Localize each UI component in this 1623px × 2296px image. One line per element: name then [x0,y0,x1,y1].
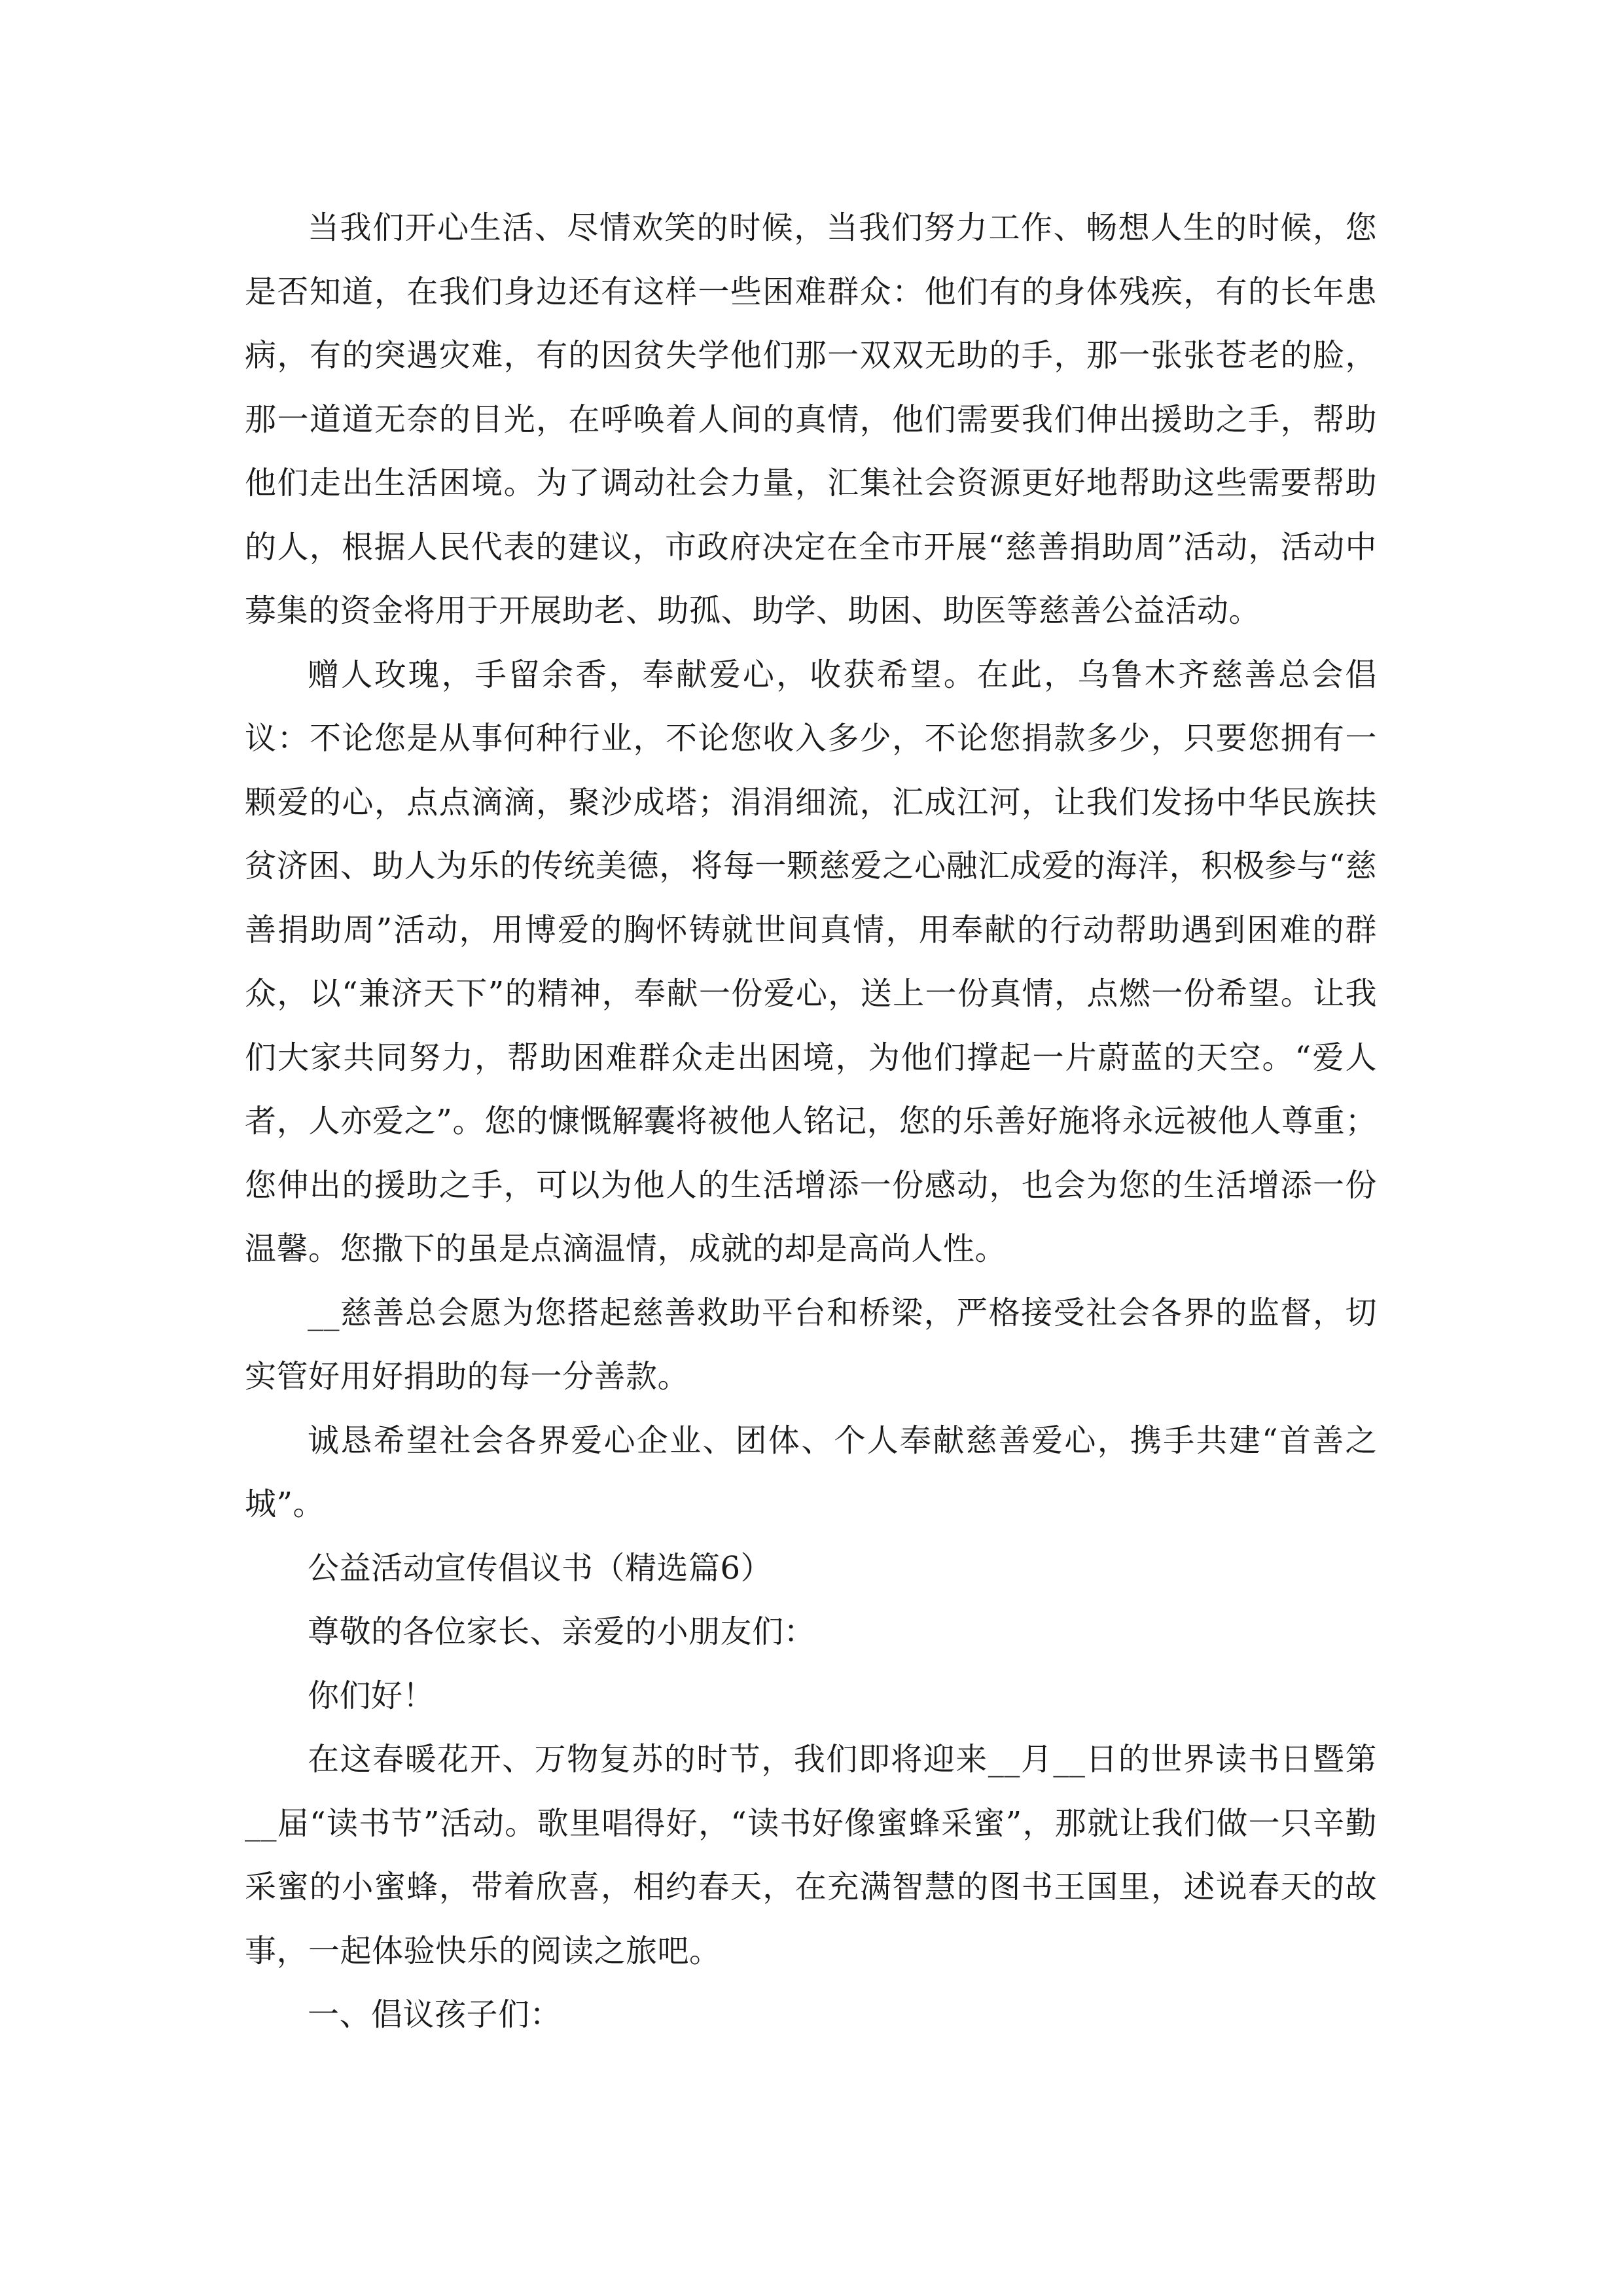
section-heading: 公益活动宣传倡议书（精选篇6） [308,1549,773,1587]
paragraph-charity-closing: 诚恳希望社会各界爱心企业、团体、个人奉献慈善爱心，携手共建“首善之城”。 [245,1422,1377,1522]
paragraph-charity-promise: __慈善总会愿为您搭起慈善救助平台和桥梁，严格接受社会各界的监督，切实管好用好捐助的每一分善款。 [245,1294,1377,1395]
greeting: 你们好！ [308,1677,435,1714]
paragraph-charity-intro: 当我们开心生活、尽情欢笑的时候，当我们努力工作、畅想人生的时候，您是否知道，在我们身边还有这样一些困难群众：他们有的身体残疾，有的长年患病，有的突遇灾难，有的因贫失学他们那一双双无助的手，那一张张苍老的脸，那一道道无奈的目光，在呼唤着人间的真情，他们需要我们伸出援助之手，帮助他们走出生活困境。为了调动社会力量，汇集社会资源更好地帮助这些需要帮助的人，根据人民代表的建议，市政府决定在全市开展“慈善捐助周”活动，活动中募集的资金将用于开展助老、助孤、助学、助困、助医等慈善公益活动。 [245,209,1377,629]
paragraph-charity-appeal: 赠人玫瑰，手留余香，奉献爱心，收获希望。在此，乌鲁木齐慈善总会倡议：不论您是从事何种行业，不论您收入多少，不论您捐款多少，只要您拥有一颗爱的心，点点滴滴，聚沙成塔；涓涓细流，汇成江河，让我们发扬中华民族扶贫济困、助人为乐的传统美德，将每一颗慈爱之心融汇成爱的海洋，积极参与“慈善捐助周”活动，用博爱的胸怀铸就世间真情，用奉献的行动帮助遇到困难的群众，以“兼济天下”的精神，奉献一份爱心，送上一份真情，点燃一份希望。让我们大家共同努力，帮助困难群众走出困境，为他们撑起一片蔚蓝的天空。“爱人者，人亦爱之”。您的慷慨解囊将被他人铭记，您的乐善好施将永远被他人尊重；您伸出的援助之手，可以为他人的生活增添一份感动，也会为您的生活增添一份温馨。您撒下的虽是点滴温情，成就的却是高尚人性。 [245,656,1377,1267]
paragraph-reading-intro: 在这春暖花开、万物复苏的时节，我们即将迎来__月__日的世界读书日暨第__届“读书节”活动。歌里唱得好，“读书好像蜜蜂采蜜”，那就让我们做一只辛勤采蜜的小蜜蜂，带着欣喜，相约春天，在充满智慧的图书王国里，述说春天的故事，一起体验快乐的阅读之旅吧。 [245,1741,1377,1969]
list-heading: 一、倡议孩子们： [308,1996,562,2033]
document-body [245,196,1377,2047]
salutation: 尊敬的各位家长、亲爱的小朋友们： [308,1613,816,1650]
